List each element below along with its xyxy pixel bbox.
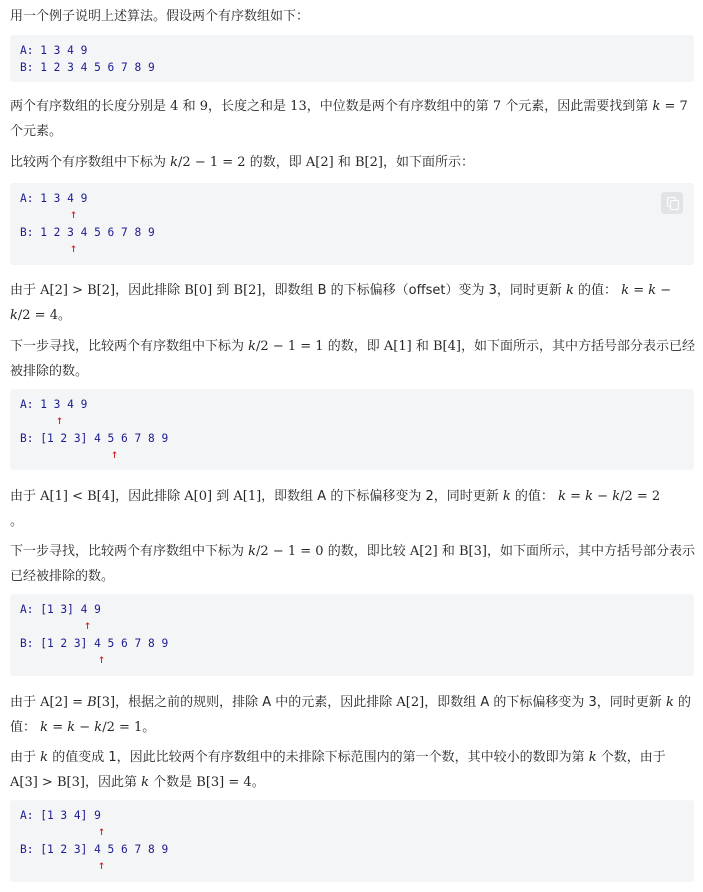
intro-paragraph: 用一个例子说明上述算法。假设两个有序数组如下： — [10, 9, 310, 24]
pointer-arrow-a: ↑ — [70, 207, 78, 221]
array-b-line: B: 1 2 3 4 5 6 7 8 9 — [20, 61, 155, 74]
array-a-line: A: 1 3 4 9 — [20, 192, 88, 205]
compare-paragraph-3: 下一步寻找，比较两个有序数组中下标为 k/2 − 1 = 0 的数，即比较 A[2] 和 B[3]，如下面所示，其中方括号部分表示已经被排除的数。 — [10, 544, 695, 584]
exclude-paragraph-1: 由于 A[2] > B[2]，因此排除 B[0] 到 B[2]，即数组 B 的下标偏移（offset）变为 3，同时更新 k 的值： k = k − k/2 = 4。 — [10, 283, 672, 323]
final-paragraph: 由于 k 的值变成 1，因此比较两个有序数组中的未排除下标范围内的第一个数，其中较小的数即为第 k 个数，由于 A[3] > B[3]，因此第 k 个数是 B[3] = 4。 — [10, 750, 666, 790]
pointer-arrow-b: ↑ — [98, 858, 106, 872]
array-a-line: A: [1 3] 4 9 — [20, 603, 101, 616]
pointer-arrow-a: ↑ — [98, 824, 106, 838]
array-b-line: B: [1 2 3] 4 5 6 7 8 9 — [20, 843, 169, 856]
pointer-arrow-b: ↑ — [98, 652, 106, 666]
pointer-arrow-b: ↑ — [111, 447, 119, 461]
array-b-line: B: [1 2 3] 4 5 6 7 8 9 — [20, 637, 169, 650]
code-block-initial — [10, 35, 694, 82]
code-block-step4 — [10, 800, 694, 882]
code-block-step3 — [10, 594, 694, 676]
pointer-arrow-b: ↑ — [70, 241, 78, 255]
array-a-line: A: 1 3 4 9 — [20, 44, 88, 57]
exclude-paragraph-3: 由于 A[2] = B[3]，根据之前的规则，排除 A 中的元素，因此排除 A[2]，即数组 A 的下标偏移变为 3，同时更新 k 的值： k = k − k/2 = 1。 — [10, 695, 691, 735]
code-block-step1 — [10, 183, 694, 265]
array-a-line: A: 1 3 4 9 — [20, 398, 88, 411]
compare-paragraph-1: 比较两个有序数组中下标为 k/2 − 1 = 2 的数，即 A[2] 和 B[2]，如下面所示： — [10, 155, 474, 170]
array-b-line: B: 1 2 3 4 5 6 7 8 9 — [20, 226, 155, 239]
exclude-paragraph-2: 由于 A[1] < B[4]，因此排除 A[0] 到 A[1]，即数组 A 的下标偏移变为 2，同时更新 k 的值： k = k − k/2 = 2 。 — [10, 489, 661, 529]
compare-paragraph-2: 下一步寻找，比较两个有序数组中下标为 k/2 − 1 = 1 的数，即 A[1] 和 B[4]，如下面所示，其中方括号部分表示已经被排除的数。 — [10, 339, 695, 379]
code-block-step2 — [10, 389, 694, 470]
pointer-arrow-a: ↑ — [56, 413, 64, 427]
pointer-arrow-a: ↑ — [84, 618, 92, 632]
array-a-line: A: [1 3 4] 9 — [20, 809, 101, 822]
length-paragraph: 两个有序数组的长度分别是 4 和 9，长度之和是 13，中位数是两个有序数组中的第 7 个元素，因此需要找到第 k = 7 个元素。 — [10, 99, 688, 139]
array-b-line: B: [1 2 3] 4 5 6 7 8 9 — [20, 432, 169, 445]
copy-icon[interactable] — [661, 192, 683, 214]
